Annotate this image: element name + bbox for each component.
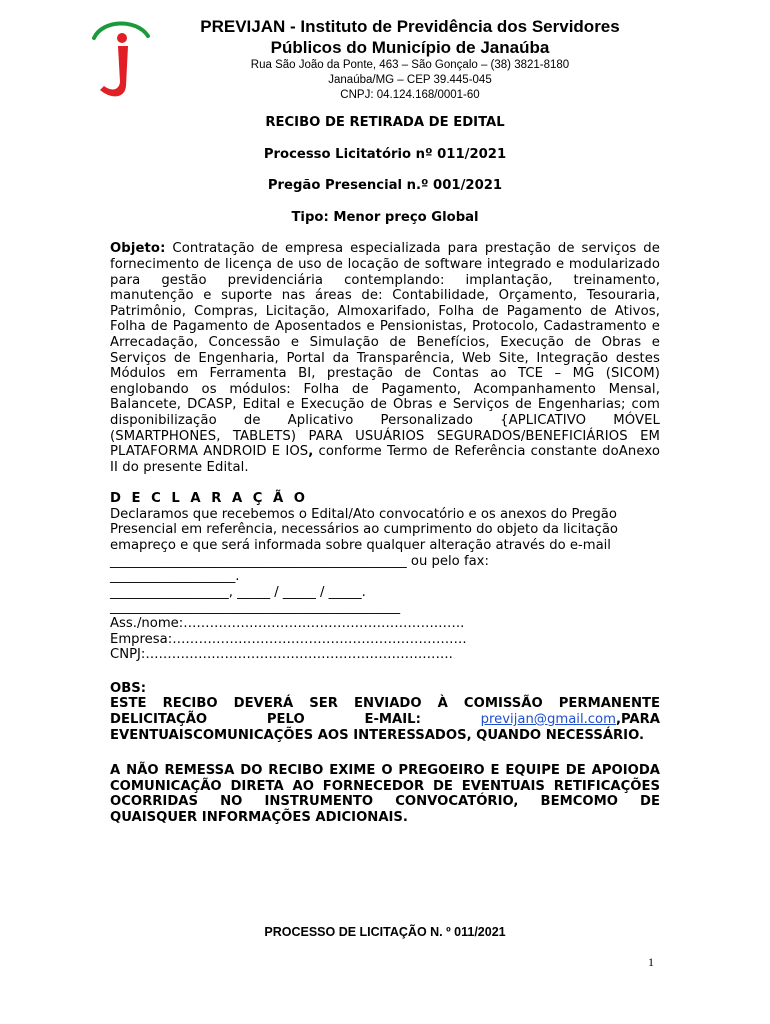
org-city: Janaúba/MG – CEP 39.445-045 bbox=[328, 74, 492, 86]
objeto-label: Objeto: bbox=[110, 241, 166, 257]
obs-text bbox=[110, 696, 660, 743]
pregao-title: Pregão Presencial n.º 001/2021 bbox=[267, 178, 503, 194]
declaracao-title: D E C L A R A Ç Ã O bbox=[110, 491, 309, 507]
org-name-line2: Públicos do Município de Janaúba bbox=[270, 38, 550, 57]
letterhead bbox=[160, 16, 660, 103]
objeto-text: Contratação de empresa especializada para prestação de serviços de fornecimento de licença de uso de locação de software integrado e modularizado para gestão previdenciária contemplando: implantação, treinamento, manutenção e suporte nas áreas de: Contabilidade, Orçamento, Tesouraria, Patrimônio, Compras, Licitação, Almoxarifado, Folha de Pagamento de Ativos, Folha de Pagamento de Aposentados e Pensionistas, Protocolo, Cadastramento e Arrecadação, Concessão e Simulação de Benefícios, Execução de Obras e Serviços de Engenharia, Portal da Transparência, Web Site, Integração destes Módulos em Ferramenta BI, prestação de Contas ao TCE – MG (SICOM) englobando os módulos: Folha de Pagamento, Acompanhamento Mensal, Balancete, DCASP, Edital e Execução de Obras e Serviços de Engenharias; com disponibilização de Aplicativo Personalizado {APLICATIVO MÓVEL (SMARTPHONES, TABLETS) PARA USUÁRIOS SEGURADOS/BENEFICIÁRIOS EM PLATAFORMA ANDROID E IOS bbox=[110, 241, 660, 460]
obs-email-link[interactable]: previjan@gmail.com bbox=[480, 712, 616, 727]
declaracao-text: Declaramos que recebemos o Edital/Ato convocatório e os anexos do Pregão Presencial em referência, necessários ao cumprimento do objeto da licitação emapreço e que será informada sobre qualquer alteração através do e-mail bbox=[110, 506, 618, 554]
processo-title: Processo Licitatório nº 011/2021 bbox=[263, 146, 507, 162]
footer-processo: PROCESSO DE LICITAÇÃO N. º 011/2021 bbox=[264, 925, 506, 939]
obs-text-before: ESTE RECIBO DEVERÁ SER ENVIADO À COMISSÃO PERMANENTE DELICITAÇÃO PELO E-MAIL: bbox=[110, 696, 660, 727]
cnpj-field: CNPJ:……………………………………………………………. bbox=[110, 647, 453, 663]
recibo-title: RECIBO DE RETIRADA DE EDITAL bbox=[265, 115, 505, 130]
org-name-line1: PREVIJAN - Instituto de Previdência dos Servidores bbox=[200, 17, 620, 36]
tipo-title: Tipo: Menor preço Global bbox=[291, 209, 479, 225]
empresa-field: Empresa:…………………………………………………………. bbox=[110, 631, 467, 647]
org-address: Rua São João da Ponte, 463 – São Gonçalo – (38) 3821-8180 bbox=[250, 59, 570, 71]
nao-remessa-notice: A NÃO REMESSA DO RECIBO EXIME O PREGOEIRO E EQUIPE DE APOIODA COMUNICAÇÃO DIRETA AO FORNECEDOR DE EVENTUAIS RETIFICAÇÕES OCORRIDAS NO INSTRUMENTO CONVOCATÓRIO, BEMCOMO DE QUAISQUER INFORMAÇÕES ADICIONAIS. bbox=[110, 763, 660, 825]
logo-dot bbox=[117, 33, 127, 43]
objeto-paragraph bbox=[110, 241, 660, 475]
obs-label: OBS: bbox=[110, 680, 147, 696]
date-blank-line: __________________, _____ / _____ / _____. bbox=[110, 584, 366, 600]
email-blank-line: _____________________________________________ ou pelo fax: bbox=[110, 553, 489, 569]
org-cnpj: CNPJ: 04.124.168/0001-60 bbox=[340, 89, 480, 101]
logo-j-stroke bbox=[100, 46, 128, 96]
objeto-comma: , bbox=[308, 444, 314, 460]
signature-line: ____________________________________________ bbox=[110, 600, 401, 616]
fax-blank-line: ___________________. bbox=[110, 569, 240, 585]
document-body bbox=[110, 110, 660, 826]
ass-nome-field: Ass./nome:………………………………………………………. bbox=[110, 616, 465, 632]
obs-text-after: ,PARA EVENTUAISCOMUNICAÇÕES AOS INTERESSADOS, QUANDO NECESSÁRIO. bbox=[110, 712, 660, 743]
page-number: 1 bbox=[648, 955, 654, 969]
previjan-logo bbox=[88, 16, 154, 102]
objeto-tail: conforme Termo de Referência constante doAnexo II do presente Edital. bbox=[110, 444, 660, 475]
